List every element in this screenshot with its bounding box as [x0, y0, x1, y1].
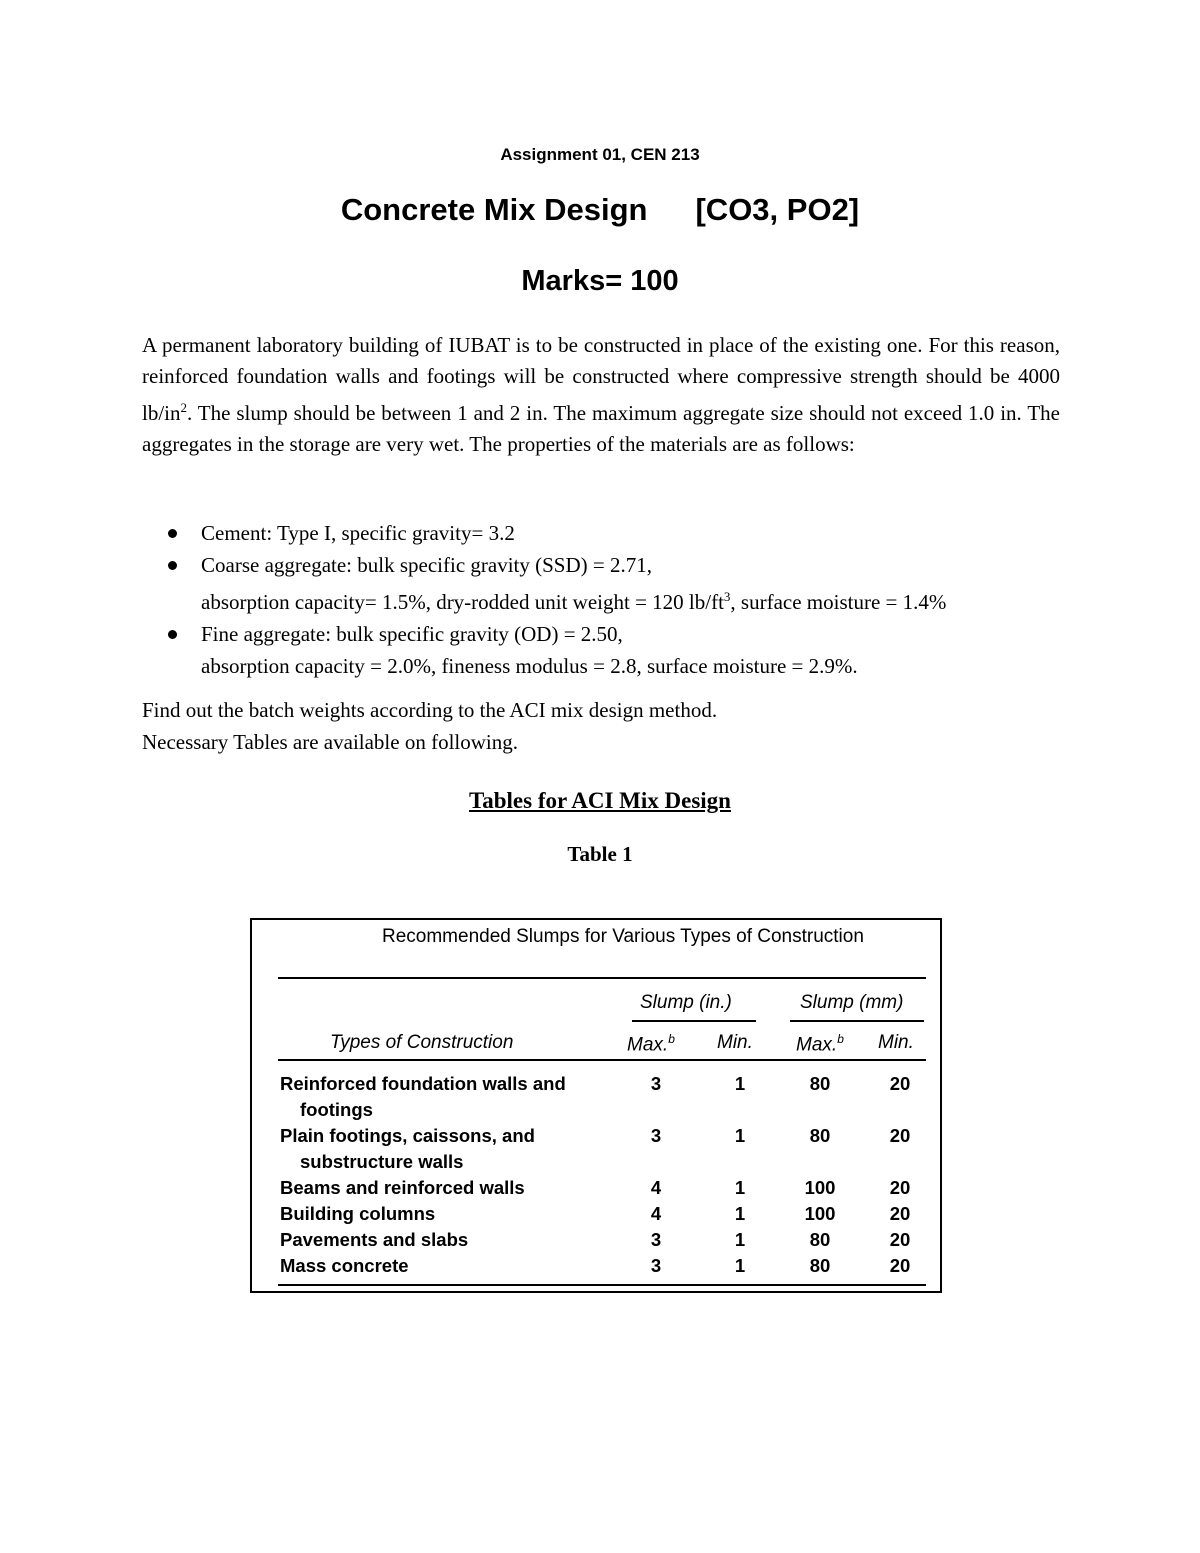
cement-text: Cement: Type I, specific gravity= 3.2 [201, 521, 515, 545]
assignment-label: Assignment 01, CEN 213 [500, 145, 700, 164]
max-mm-cell: 80 [809, 1229, 831, 1250]
table-caption: Recommended Slumps for Various Types of Construction [382, 926, 864, 947]
min-in-cell: 1 [734, 1229, 746, 1250]
intro-text-2: . The slump should be between 1 and 2 in. The maximum aggregate size should not exceed 1.0 in. The aggregates in the storage are very wet. The properties of the materials are as follows: [142, 401, 1060, 456]
fine-text-1: Fine aggregate: bulk specific gravity (OD) = 2.50, [201, 622, 623, 646]
table-bottom-rule [278, 1284, 926, 1286]
fine-text-2: absorption capacity = 2.0%, fineness modulus = 2.8, surface moisture = 2.9%. [201, 654, 858, 678]
marks-label: Marks= 100 [521, 265, 679, 297]
type-line-2: footings [300, 1099, 373, 1120]
slump-in-group-rule [632, 1020, 756, 1022]
min-in-column-header: Min. [717, 1032, 753, 1053]
type-line-1: Plain footings, caissons, and [280, 1125, 535, 1146]
bullet-icon [168, 630, 177, 639]
max-in-cell: 3 [650, 1073, 662, 1094]
max-in-cell: 4 [650, 1203, 662, 1224]
max-mm-label: Max. [796, 1034, 838, 1056]
min-in-cell: 1 [734, 1203, 746, 1224]
min-mm-cell: 20 [889, 1073, 911, 1094]
instruction-line-1: Find out the batch weights according to the ACI mix design method. [142, 698, 718, 722]
max-mm-cell: 100 [804, 1203, 836, 1224]
intro-text-1: A permanent laboratory building of IUBAT is to be constructed in place of the existing one. For this reason, reinforced foundation walls and footings will be constructed where compressive strength should be 4000 lb/in [142, 333, 1060, 425]
construction-type [280, 1123, 610, 1175]
title-text: Concrete Mix Design [340, 192, 648, 227]
construction-type [280, 1071, 610, 1123]
types-column-header: Types of Construction [330, 1032, 514, 1053]
min-mm-cell: 20 [889, 1255, 911, 1276]
max-mm-column-header [796, 1032, 844, 1056]
min-mm-cell: 20 [889, 1177, 911, 1198]
max-mm-cell: 80 [809, 1073, 831, 1094]
max-mm-superscript: b [837, 1032, 844, 1046]
max-in-superscript: b [668, 1032, 675, 1046]
min-in-cell: 1 [734, 1177, 746, 1198]
max-in-cell: 3 [650, 1255, 662, 1276]
max-mm-cell: 100 [804, 1177, 836, 1198]
document-title [0, 192, 1200, 228]
construction-type [280, 1175, 610, 1201]
type-line-1: Building columns [280, 1203, 436, 1224]
bullet-icon [168, 561, 177, 570]
max-in-label: Max. [627, 1034, 669, 1056]
type-line-1: Pavements and slabs [280, 1229, 469, 1250]
list-item-fine-aggregate [142, 618, 1060, 682]
table-header-rule [278, 1059, 926, 1061]
max-mm-cell: 80 [809, 1125, 831, 1146]
max-mm-cell: 80 [809, 1255, 831, 1276]
construction-type [280, 1227, 610, 1253]
tables-heading: Tables for ACI Mix Design [469, 788, 731, 813]
min-mm-column-header: Min. [878, 1032, 914, 1053]
table-1-label: Table 1 [567, 842, 633, 866]
problem-statement [142, 330, 1060, 460]
type-line-1: Beams and reinforced walls [280, 1177, 525, 1198]
min-in-cell: 1 [734, 1125, 746, 1146]
max-in-cell: 3 [650, 1125, 662, 1146]
instructions [142, 694, 1060, 758]
min-in-cell: 1 [734, 1255, 746, 1276]
max-in-cell: 4 [650, 1177, 662, 1198]
course-outcome-codes: [CO3, PO2] [695, 192, 860, 227]
type-line-1: Reinforced foundation walls and [280, 1073, 566, 1094]
instruction-line-2: Necessary Tables are available on following. [142, 730, 519, 754]
coarse-text-1: Coarse aggregate: bulk specific gravity (SSD) = 2.71, [201, 553, 652, 577]
type-line-1: Mass concrete [280, 1255, 409, 1276]
material-properties-list [142, 517, 1060, 682]
list-item-cement [142, 517, 1060, 549]
type-line-2: substructure walls [300, 1151, 464, 1172]
bullet-icon [168, 529, 177, 538]
coarse-text-2: absorption capacity= 1.5%, dry-rodded unit weight = 120 lb/ft [201, 590, 724, 614]
max-in-cell: 3 [650, 1229, 662, 1250]
construction-type [280, 1253, 610, 1279]
min-in-cell: 1 [734, 1073, 746, 1094]
construction-type [280, 1201, 610, 1227]
intro-superscript: 2 [180, 400, 188, 415]
coarse-text-3: , surface moisture = 1.4% [730, 590, 947, 614]
min-mm-cell: 20 [889, 1203, 911, 1224]
min-mm-cell: 20 [889, 1125, 911, 1146]
slump-mm-group-rule [790, 1020, 924, 1022]
min-mm-cell: 20 [889, 1229, 911, 1250]
list-item-coarse-aggregate [142, 549, 1060, 618]
table-top-rule [278, 977, 926, 979]
slump-table [250, 918, 942, 1293]
slump-in-group-header: Slump (in.) [640, 992, 732, 1013]
slump-mm-group-header: Slump (mm) [800, 992, 904, 1013]
coarse-superscript: 3 [723, 589, 731, 604]
max-in-column-header [627, 1032, 675, 1056]
